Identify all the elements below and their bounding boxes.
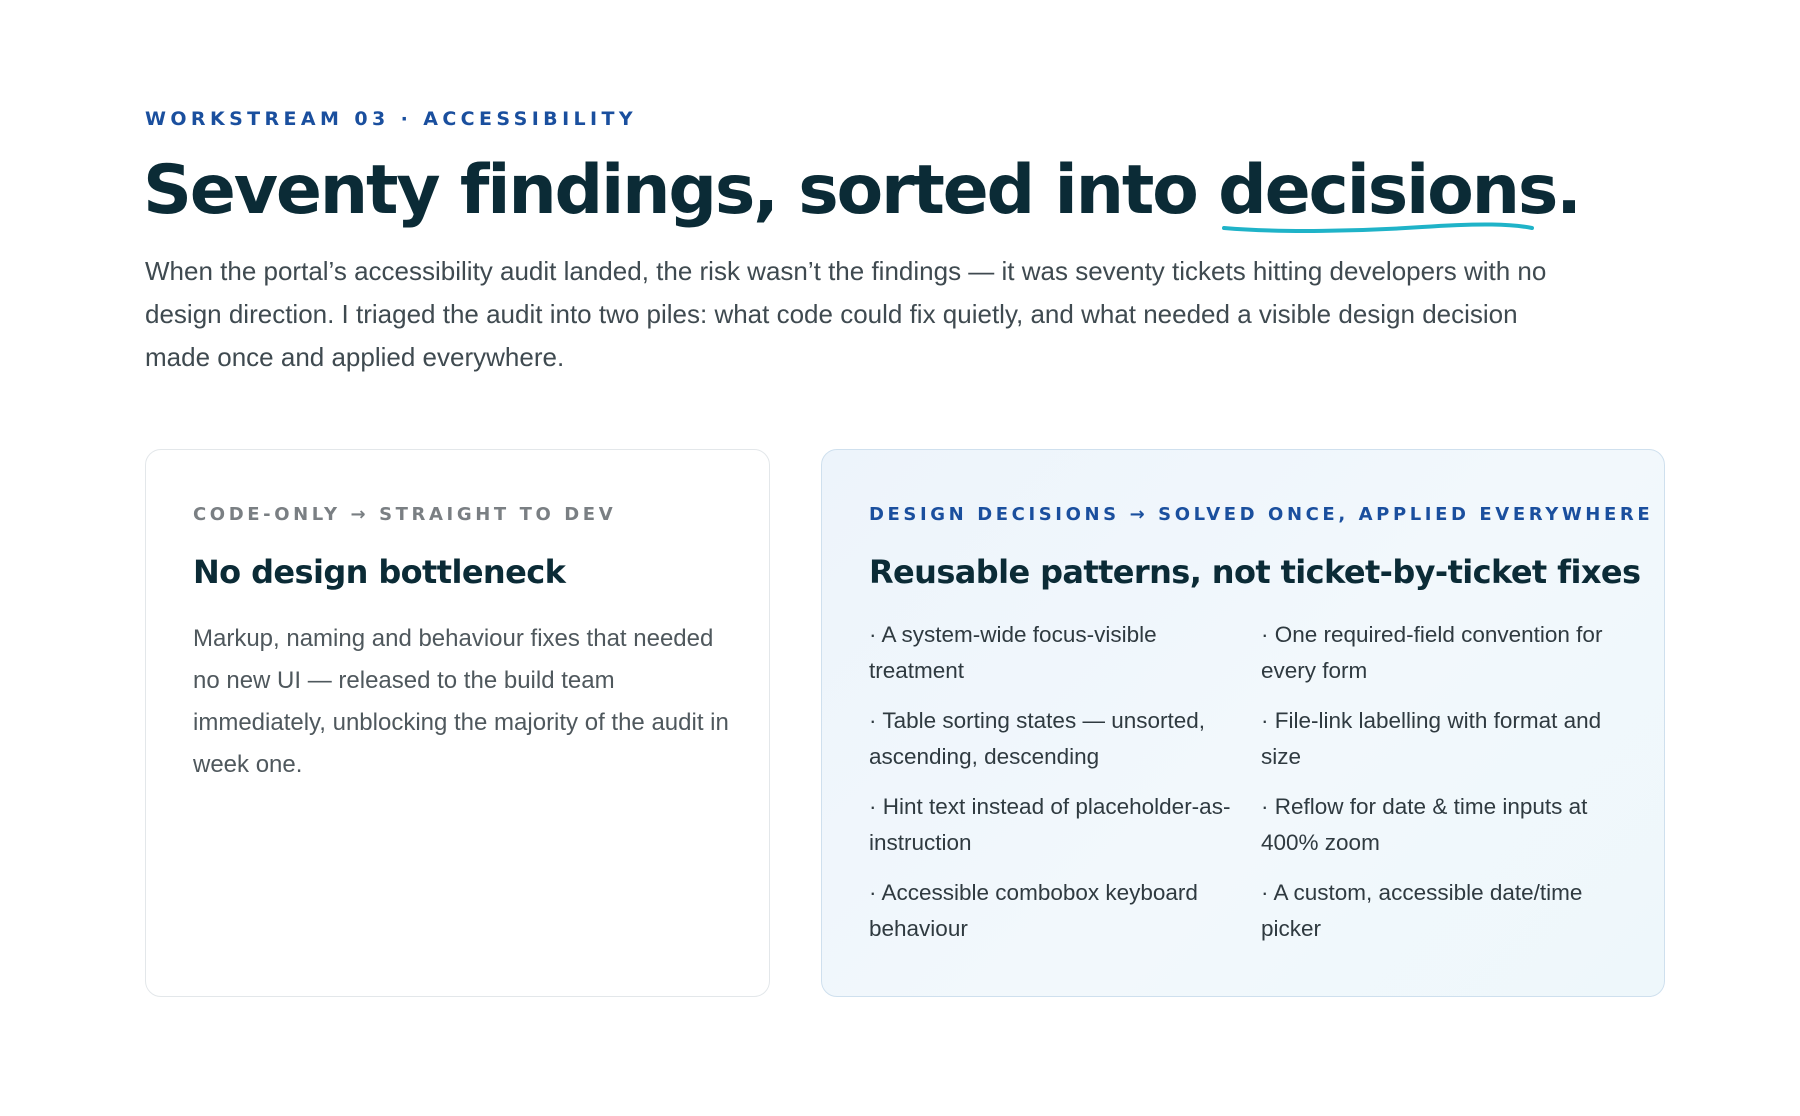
intro-paragraph: When the portal’s accessibility audit landed, the risk wasn’t the findings — it was seventy tickets hitting developers with no design direction. I triaged the audit into two piles: what code could fix quietly, and what needed a visible design decision made once and applied everywhere. <box>145 256 1547 372</box>
title-emphasis <box>1218 148 1556 234</box>
underline-squiggle-icon <box>1222 218 1534 236</box>
code-only-card-body: Markup, naming and behaviour fixes that needed no new UI — released to the build team immediately, unblocking the majority of the audit in week one. <box>193 625 729 778</box>
code-only-card <box>145 449 770 997</box>
list-item: · Hint text instead of placeholder-as-instruction <box>869 789 1261 875</box>
design-decisions-card <box>821 449 1665 997</box>
code-only-card-title: No design bottleneck <box>193 553 566 591</box>
code-only-card-label: CODE-ONLY → STRAIGHT TO DEV <box>193 504 617 525</box>
design-decisions-list <box>869 617 1629 961</box>
list-item: · Table sorting states — unsorted, ascending, descending <box>869 703 1261 789</box>
title-emphasis-text: decisions <box>1218 151 1557 230</box>
list-item: · A system-wide focus-visible treatment <box>869 617 1261 703</box>
list-item: · One required-field convention for every form <box>1261 617 1629 703</box>
design-decisions-card-label: DESIGN DECISIONS → SOLVED ONCE, APPLIED EVERYWHERE <box>869 504 1654 525</box>
list-item: · Accessible combobox keyboard behaviour <box>869 875 1261 961</box>
title-lead: Seventy findings, sorted into <box>143 151 1219 230</box>
title-end: . <box>1556 151 1580 230</box>
eyebrow-label: WORKSTREAM 03 · ACCESSIBILITY <box>145 108 638 130</box>
design-decisions-card-title: Reusable patterns, not ticket-by-ticket fixes <box>869 553 1641 591</box>
list-item: · File-link labelling with format and size <box>1261 703 1629 789</box>
list-item: · A custom, accessible date/time picker <box>1261 875 1629 961</box>
list-item: · Reflow for date & time inputs at 400% zoom <box>1261 789 1629 875</box>
page-title <box>143 148 1580 234</box>
